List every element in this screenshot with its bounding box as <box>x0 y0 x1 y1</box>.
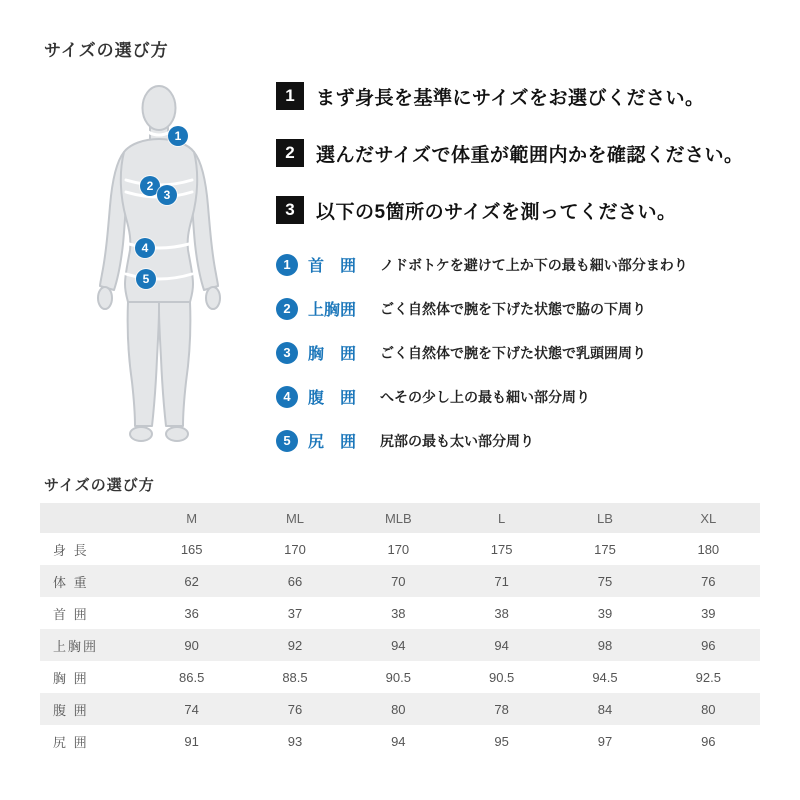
figure-point-5: 5 <box>136 269 156 289</box>
table-cell: 175 <box>594 541 616 557</box>
size-table-head-row <box>40 503 760 533</box>
table-cell: 80 <box>701 701 716 717</box>
table-row <box>40 661 760 693</box>
table-cell: 76 <box>701 573 716 589</box>
table-cell: 76 <box>287 701 303 717</box>
table-cell: 86.5 <box>179 669 205 685</box>
human-figure-diagram <box>80 78 270 468</box>
measurement-3-desc: ごく自然体で腕を下げた状態で乳頭囲周り <box>380 344 646 361</box>
table-cell: 94.5 <box>592 669 618 685</box>
step-3-badge: 3 <box>276 196 304 224</box>
column-header: MLB <box>347 503 450 533</box>
table-cell: 37 <box>287 605 303 621</box>
instructions-panel <box>276 82 788 473</box>
row-label: 身 長 <box>53 542 89 558</box>
right-foot-shape <box>166 427 188 441</box>
table-row <box>40 629 760 661</box>
table-cell: 36 <box>184 605 199 621</box>
column-header: L <box>450 503 553 533</box>
row-label: 腹 囲 <box>53 702 89 718</box>
table-cell: 39 <box>701 605 716 621</box>
table-cell: 180 <box>697 541 720 557</box>
step-2-text: 選んだサイズで体重が範囲内かを確認ください。 <box>316 144 744 166</box>
table-cell: 90 <box>184 637 199 653</box>
table-cell: 175 <box>490 541 513 557</box>
size-table-body <box>40 533 760 757</box>
table-cell: 170 <box>284 541 306 557</box>
figure-point-2: 2 <box>140 176 160 196</box>
measurement-1-label: 首 囲 <box>308 258 357 275</box>
table-cell: 165 <box>180 541 203 557</box>
table-row <box>40 725 760 757</box>
table-cell: 92.5 <box>695 669 721 685</box>
step-1-text: まず身長を基準にサイズをお選びください。 <box>316 87 705 109</box>
left-hand-shape <box>98 287 112 309</box>
measurement-4-label: 腹 囲 <box>308 390 357 407</box>
head-shape <box>143 86 176 130</box>
table-cell: 70 <box>391 573 406 589</box>
step-1 <box>276 82 788 110</box>
row-label: 首 囲 <box>53 606 89 622</box>
measurement-2-label: 上胸囲 <box>308 302 357 319</box>
size-table-title: サイズの選び方 <box>44 477 155 494</box>
column-header: XL <box>657 503 760 533</box>
row-label: 上胸囲 <box>53 638 99 654</box>
table-cell: 38 <box>391 605 406 621</box>
measurement-item-hip <box>276 429 788 452</box>
measurement-5-label: 尻 囲 <box>308 434 357 451</box>
measurement-5-desc: 尻部の最も太い部分周り <box>380 432 534 449</box>
measurement-2-desc: ごく自然体で腕を下げた状態で脇の下周り <box>380 300 646 317</box>
table-cell: 170 <box>387 541 410 557</box>
figure-point-1: 1 <box>168 126 188 146</box>
row-label: 尻 囲 <box>53 734 89 750</box>
measurement-3-label: 胸 囲 <box>308 346 357 363</box>
table-cell: 93 <box>287 733 303 749</box>
measurement-item-neck <box>276 253 788 276</box>
column-header: LB <box>553 503 656 533</box>
table-cell: 98 <box>597 637 613 653</box>
step-3-text: 以下の5箇所のサイズを測ってください。 <box>316 201 677 223</box>
table-cell: 94 <box>391 637 406 653</box>
row-label: 体 重 <box>53 574 89 590</box>
table-cell: 84 <box>597 701 613 717</box>
table-row <box>40 693 760 725</box>
row-label: 胸 囲 <box>53 670 89 686</box>
table-row <box>40 533 760 565</box>
table-cell: 91 <box>184 733 199 749</box>
table-cell: 62 <box>184 573 199 589</box>
table-cell: 71 <box>494 573 509 589</box>
table-cell: 94 <box>494 637 509 653</box>
figure-point-3: 3 <box>157 185 177 205</box>
table-row <box>40 565 760 597</box>
measurement-5-badge: 5 <box>276 430 298 452</box>
column-header: ML <box>243 503 346 533</box>
step-2-badge: 2 <box>276 139 304 167</box>
table-cell: 96 <box>701 637 716 653</box>
measurement-item-chest <box>276 341 788 364</box>
figure-point-4: 4 <box>135 238 155 258</box>
step-2 <box>276 139 788 167</box>
right-leg-shape <box>159 302 190 426</box>
column-header: M <box>140 503 243 533</box>
measurement-item-upper-chest <box>276 297 788 320</box>
table-cell: 38 <box>494 605 509 621</box>
left-foot-shape <box>130 427 152 441</box>
table-cell: 90.5 <box>488 669 515 685</box>
table-row <box>40 597 760 629</box>
table-cell: 96 <box>701 733 716 749</box>
measurement-4-desc: へその少し上の最も細い部分周り <box>380 388 590 405</box>
table-cell: 95 <box>494 733 509 749</box>
left-leg-shape <box>128 302 159 426</box>
table-cell: 88.5 <box>282 669 308 685</box>
step-1-badge: 1 <box>276 82 304 110</box>
table-cell: 94 <box>391 733 406 749</box>
measurement-2-badge: 2 <box>276 298 298 320</box>
corner-cell <box>40 503 140 533</box>
table-cell: 90.5 <box>385 669 411 685</box>
measurement-3-badge: 3 <box>276 342 298 364</box>
measurement-1-desc: ノドボトケを避けて上か下の最も細い部分まわり <box>380 256 688 273</box>
table-cell: 80 <box>391 701 406 717</box>
right-hand-shape <box>206 287 220 309</box>
table-cell: 74 <box>184 701 199 717</box>
measurement-1-badge: 1 <box>276 254 298 276</box>
page-title: サイズの選び方 <box>44 41 169 60</box>
table-cell: 92 <box>287 637 303 653</box>
measurement-list <box>276 253 788 452</box>
table-cell: 39 <box>597 605 613 621</box>
measurement-item-belly <box>276 385 788 408</box>
table-cell: 75 <box>597 573 613 589</box>
table-cell: 78 <box>494 701 509 717</box>
step-3 <box>276 196 788 224</box>
table-cell: 97 <box>597 733 613 749</box>
table-cell: 66 <box>287 573 303 589</box>
measurement-4-badge: 4 <box>276 386 298 408</box>
size-table <box>40 503 760 757</box>
